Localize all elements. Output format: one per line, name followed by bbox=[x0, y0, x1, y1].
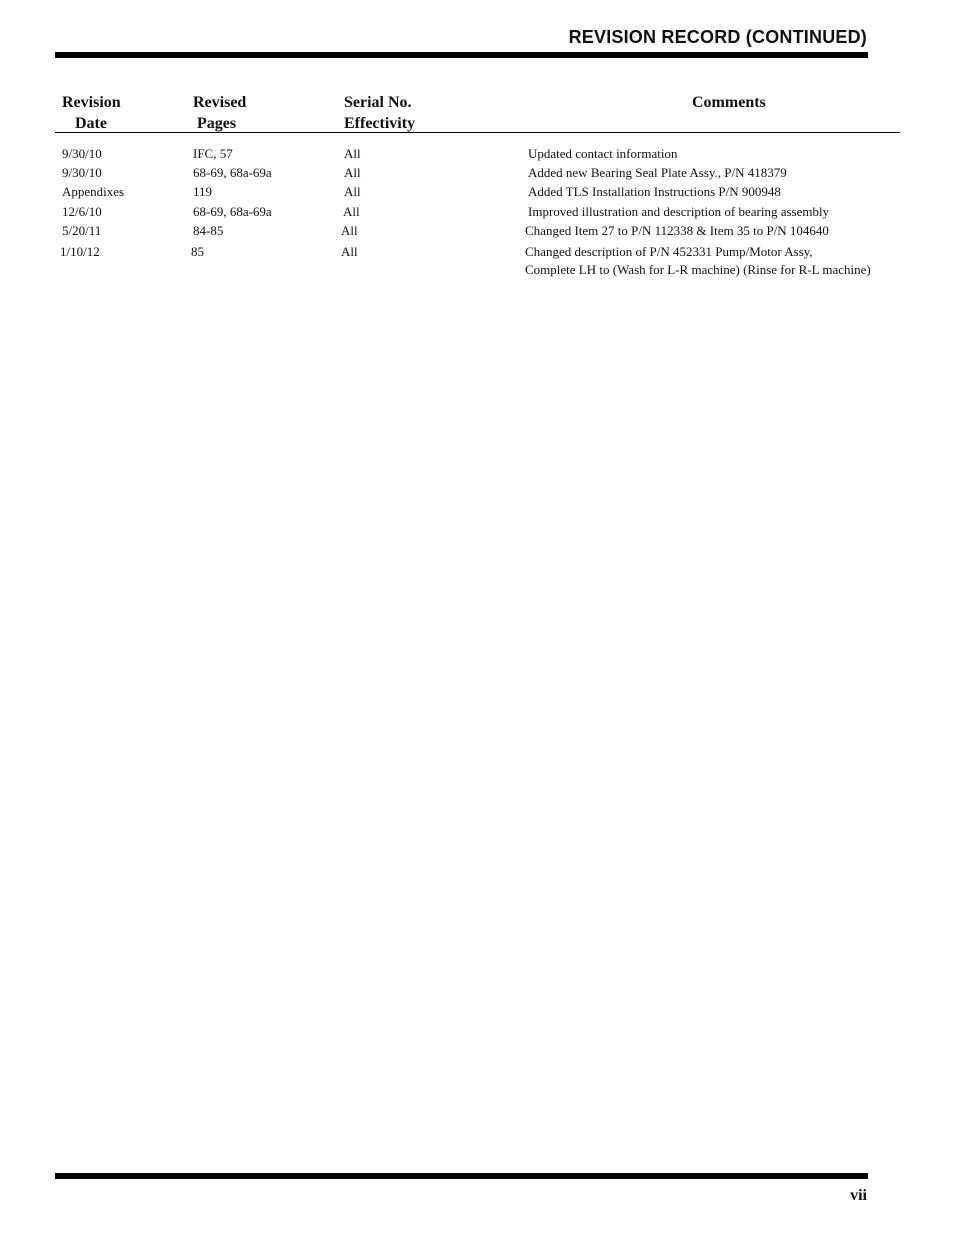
header-rule bbox=[55, 52, 868, 58]
revised-pages-cell: 85 bbox=[191, 244, 204, 259]
comment-line: Improved illustration and description of bearing assembly bbox=[528, 204, 830, 219]
footer-rule bbox=[55, 1173, 868, 1179]
serial-effectivity-cell: All bbox=[344, 165, 361, 180]
column-header-serial-effectivity: Serial No. Effectivity bbox=[344, 94, 416, 132]
comment-line: Changed description of P/N 452331 Pump/Motor Assy, bbox=[525, 244, 813, 259]
revised-pages-cell: IFC, 57 bbox=[193, 146, 233, 161]
revised-pages-cell: 68-69, 68a-69a bbox=[193, 204, 272, 219]
column-header-comments: Comments bbox=[692, 94, 766, 111]
comment-line: Added new Bearing Seal Plate Assy., P/N 418379 bbox=[528, 165, 787, 180]
page-number: vii bbox=[850, 1187, 867, 1204]
comment-line: Complete LH to (Wash for L-R machine) (Rinse for R-L machine) bbox=[525, 262, 871, 277]
column-header-revised-pages: Revised Pages bbox=[193, 94, 247, 132]
comments-cell bbox=[528, 164, 787, 182]
revision-date-cell: Appendixes bbox=[62, 184, 125, 199]
revision-date-cell: 9/30/10 bbox=[62, 146, 102, 161]
comment-line: Updated contact information bbox=[528, 146, 678, 161]
comment-line: Changed Item 27 to P/N 112338 & Item 35 to P/N 104640 bbox=[525, 223, 829, 238]
table-row bbox=[0, 243, 954, 283]
revision-date-cell: 5/20/11 bbox=[62, 223, 102, 238]
comments-cell bbox=[525, 222, 829, 240]
revised-pages-cell: 68-69, 68a-69a bbox=[193, 165, 272, 180]
serial-effectivity-cell: All bbox=[343, 204, 360, 219]
table-header-rule bbox=[55, 132, 900, 133]
comment-line: Added TLS Installation Instructions P/N 900948 bbox=[528, 184, 781, 199]
serial-effectivity-cell: All bbox=[341, 244, 358, 259]
revised-pages-cell: 119 bbox=[193, 184, 213, 199]
comments-cell bbox=[528, 203, 829, 221]
revision-date-cell: 1/10/12 bbox=[60, 244, 100, 259]
serial-effectivity-cell: All bbox=[341, 223, 358, 238]
comments-cell bbox=[528, 145, 677, 163]
comments-cell bbox=[528, 183, 781, 201]
revision-date-cell: 12/6/10 bbox=[62, 204, 102, 219]
serial-effectivity-cell: All bbox=[344, 184, 361, 199]
page-title: REVISION RECORD (CONTINUED) bbox=[568, 27, 867, 47]
revised-pages-cell: 84-85 bbox=[193, 223, 224, 238]
column-header-revision-date: Revision Date bbox=[62, 94, 121, 132]
serial-effectivity-cell: All bbox=[344, 146, 361, 161]
revision-date-cell: 9/30/10 bbox=[62, 165, 102, 180]
comments-cell bbox=[525, 243, 871, 279]
